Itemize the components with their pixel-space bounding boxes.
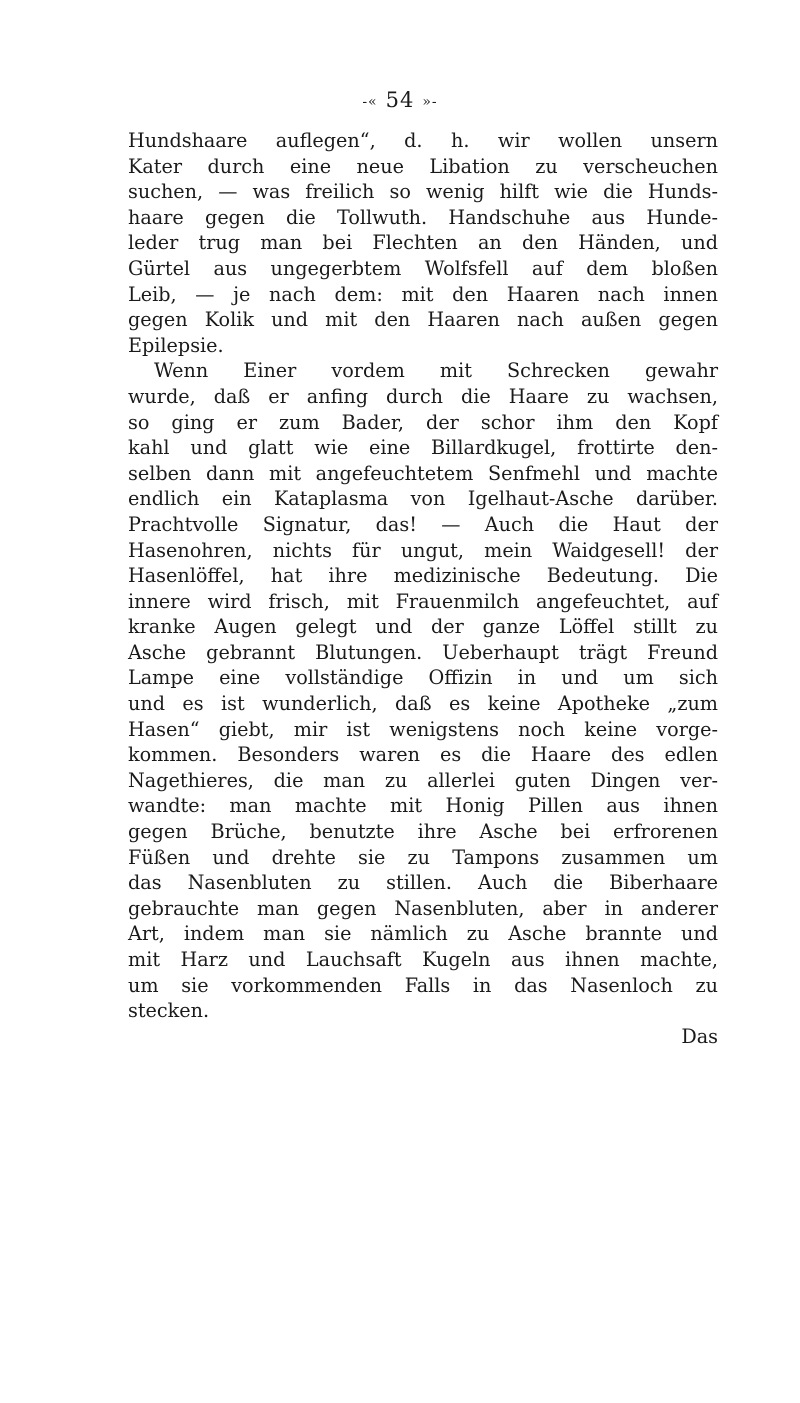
page-header	[0, 88, 800, 112]
text-line: leder trug man bei Flechten an den Händen, und	[128, 231, 718, 255]
text-line: haare gegen die Tollwuth. Handschuhe aus Hunde-	[128, 205, 718, 229]
text-line: Füßen und drehte sie zu Tampons zusammen um	[128, 845, 718, 869]
text-line: kranke Augen gelegt und der ganze Löffel stillt zu	[128, 615, 718, 639]
text-line: Asche gebrannt Blutungen. Ueberhaupt trägt Freund	[128, 640, 718, 664]
text-line: das Nasenbluten zu stillen. Auch die Biberhaare	[128, 871, 718, 895]
text-line: so ging er zum Bader, der schor ihm den Kopf	[128, 410, 718, 434]
right-ornament: »-	[422, 93, 438, 110]
text-line: Nagethieres, die man zu allerlei guten Dingen ver-	[128, 768, 718, 792]
text-line: Hundshaare auflegen“, d. h. wir wollen unsern	[128, 129, 718, 152]
text-line: und es ist wunderlich, daß es keine Apotheke „zum	[128, 692, 718, 716]
page-number: 54	[385, 88, 415, 112]
text-line: gebrauchte man gegen Nasenbluten, aber in anderer	[128, 896, 718, 920]
text-line: Kater durch eine neue Libation zu verscheuchen	[128, 154, 718, 178]
text-line: Prachtvolle Signatur, das! — Auch die Haut der	[128, 512, 718, 536]
left-ornament: -«	[362, 93, 378, 110]
text-line: suchen, — was freilich so wenig hilft wie die Hunds-	[128, 180, 718, 204]
text-line: innere wird frisch, mit Frauenmilch angefeuchtet, auf	[128, 589, 718, 613]
text-line: Hasen“ giebt, mir ist wenigstens noch keine vorge-	[128, 717, 718, 741]
text-line: stecken.	[128, 999, 210, 1023]
text-line: Art, indem man sie nämlich zu Asche brannte und	[128, 922, 718, 946]
text-line: wurde, daß er anfing durch die Haare zu wachsen,	[128, 384, 718, 408]
text-line: Leib, — je nach dem: mit den Haaren nach innen	[128, 282, 718, 306]
text-line: um sie vorkommenden Falls in das Nasenloch zu	[128, 973, 718, 997]
text-line: gegen Kolik und mit den Haaren nach außen gegen	[128, 308, 718, 332]
text-line: selben dann mit angefeuchtetem Senfmehl und machte	[128, 461, 718, 485]
text-line: wandte: man machte mit Honig Pillen aus ihnen	[128, 794, 718, 818]
text-line: endlich ein Kataplasma von Igelhaut-Asche darüber.	[128, 487, 718, 511]
body-text	[128, 128, 718, 1049]
text-line: mit Harz und Lauchsaft Kugeln aus ihnen machte,	[128, 948, 718, 971]
text-line: Hasenohren, nichts für ungut, mein Waidgesell! der	[128, 538, 718, 562]
text-line: kommen. Besonders waren es die Haare des edlen	[128, 743, 718, 767]
text-line: Gürtel aus ungegerbtem Wolfsfell auf dem bloßen	[128, 256, 718, 280]
text-line: gegen Brüche, benutzte ihre Asche bei erfrorenen	[128, 820, 718, 844]
text-line: Hasenlöffel, hat ihre medizinische Bedeutung. Die	[128, 564, 718, 588]
text-line: Wenn Einer vordem mit Schrecken gewahr	[154, 359, 718, 383]
text-line: Epilepsie.	[128, 333, 224, 357]
text-line: kahl und glatt wie eine Billardkugel, frottirte den-	[128, 436, 718, 460]
text-line: Lampe eine vollständige Offizin in und um sich	[128, 666, 718, 690]
catchword: Das	[681, 1024, 718, 1048]
